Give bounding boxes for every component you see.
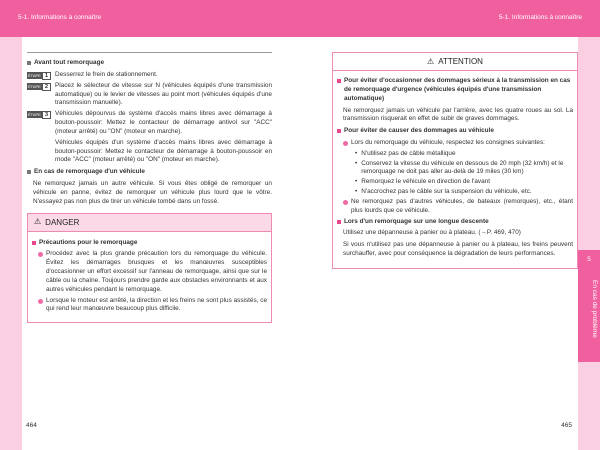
small-bullet-icon: •: [355, 178, 358, 186]
danger-item: [38, 297, 267, 315]
bullet-dot-icon: [38, 252, 43, 257]
square-bullet-icon: [337, 79, 341, 83]
attention-section-1-title: [337, 77, 573, 103]
right-column: [332, 52, 578, 269]
step-tag: ÉTAPE: [28, 112, 41, 118]
attention-bullet: [343, 198, 573, 216]
step-tag: ÉTAPE: [28, 83, 41, 89]
danger-header: [28, 214, 271, 232]
bullet-dot-icon: [38, 299, 43, 304]
header-right-title: 5-1. Informations à connaître: [498, 14, 582, 21]
step-tag: ÉTAPE: [28, 72, 41, 78]
bullet-dot-icon: [343, 141, 348, 146]
step-marker: [27, 111, 51, 136]
warning-triangle-icon: ⚠: [427, 56, 435, 66]
square-bullet-icon: [32, 241, 36, 245]
attention-subitem: [355, 188, 573, 197]
square-bullet-icon: [27, 61, 31, 65]
step-text: Desserrez le frein de stationnement.: [55, 70, 158, 78]
subitem-text: N'utilisez pas de câble métallique: [361, 149, 456, 157]
chapter-title: En cas de problème: [591, 280, 598, 338]
section-title-before-towing: [27, 59, 272, 68]
section-title-text: Pour éviter d'occasionner des dommages sérieux à la transmission en cas de remorquage d'urgence (véhicules équipés d'une transmission automatique): [344, 77, 571, 102]
section-title-text: Lors d'un remorquage sur une longue descente: [344, 217, 489, 225]
attention-section-1-text: Ne remorquez jamais un véhicule par l'arrière, avec les quatre roues au sol. La transmission risquerait en effet de subir de graves dommages.: [343, 106, 573, 123]
step-marker: [27, 83, 51, 108]
right-margin-band: [578, 37, 600, 450]
step-text: Véhicules dépourvus de système d'accès mains libres avec démarrage à bouton-poussoir: Mettez le contacteur de démarrage antivol sur "ACC" (moteur arrêté) ou "ON" (moteur en marche).: [55, 110, 272, 135]
step-number: 1: [42, 72, 51, 80]
danger-item-text: Procédez avec la plus grande précaution lors du remorquage du véhicule. Évitez les démarrages brusques et les manœuvres susceptibles d'occasionner un effort excessif sur l'anneau de remorquage, ainsi que sur le câble ou la chaîne. Toujours prendre garde aux obstacles environnants et aux autres véhicules pendant le remorquage.: [46, 250, 267, 293]
attention-bullet: [343, 139, 573, 148]
chapter-number: 5: [587, 256, 591, 263]
section-title-text: Pour éviter de causer des dommages au véhicule: [344, 127, 494, 135]
towing-vehicle-text: Ne remorquez jamais un autre véhicule. Si vous êtes obligé de remorquer un véhicule en panne, évitez de remorquer un véhicule plus lourd que le vôtre. N'essayez pas non plus de tirer un véhicule tombé dans un fossé.: [33, 180, 272, 205]
attention-header: [333, 53, 577, 71]
step-2: [27, 82, 272, 108]
step-1: [27, 71, 272, 80]
small-bullet-icon: •: [355, 188, 358, 196]
left-margin-band: [0, 37, 22, 450]
section-title-towing-vehicle: [27, 168, 272, 177]
subitem-text: N'accrochez pas le câble sur la suspension du véhicule, etc.: [361, 188, 532, 196]
attention-section-3-text-1: Utilisez une dépanneuse à panier ou à plateau. (→P. 469, 470): [343, 229, 521, 237]
step-marker: [27, 72, 51, 80]
attention-body: [333, 71, 577, 268]
square-bullet-icon: [337, 220, 341, 224]
section-title-text: Avant tout remorquage: [34, 59, 105, 66]
attention-subitem: [355, 150, 573, 159]
step-3-extra: Véhicules équipés d'un système d'accès mains libres avec démarrage à bouton-poussoir: Mettez le contacteur de démarrage à bouton-poussoir en mode "ACC" (moteur arrêté) ou "ON" (moteur en marche).: [55, 138, 272, 164]
top-rule: [27, 52, 272, 53]
attention-subitem: [355, 160, 573, 178]
square-bullet-icon: [337, 129, 341, 133]
attention-section-3-title: [337, 218, 573, 227]
page-number-right: 465: [561, 422, 572, 429]
danger-body: [28, 232, 271, 323]
attention-bullet-text: Lors du remorquage du véhicule, respectez les consignes suivantes:: [351, 139, 545, 146]
danger-item-text: Lorsque le moteur est arrêté, la direction et les freins ne sont plus assistés, ce qui rend leur manœuvre beaucoup plus difficile.: [46, 296, 267, 313]
danger-box: [27, 213, 272, 324]
step-text: Placez le sélecteur de vitesse sur N (véhicules équipés d'une transmission automatique) ou le levier de vitesses au point mort (véhicules équipés d'une transmission manuelle).: [55, 81, 272, 107]
small-bullet-icon: •: [355, 149, 358, 157]
step-3: [27, 110, 272, 136]
warning-triangle-icon: ⚠: [34, 217, 42, 227]
step-number: 3: [42, 111, 51, 119]
attention-section-3-text-2: Si vous n'utilisez pas une dépanneuse à panier ou à plateau, les freins peuvent surchauffer, avec pour conséquence la dégradation de leurs performances.: [343, 241, 573, 258]
danger-label: DANGER: [45, 217, 80, 227]
small-bullet-icon: •: [355, 159, 358, 167]
attention-bullet-text: Ne remorquez pas d'autres véhicules, de bateaux (remorques), etc., étant plus lourds que ce véhicule.: [351, 197, 573, 214]
left-column: [27, 52, 272, 323]
bullet-dot-icon: [343, 200, 348, 205]
step-number: 2: [42, 83, 51, 91]
header-left-title: 5-1. Informations à connaître: [18, 14, 102, 21]
subitem-text: Remorquez le véhicule en direction de l'avant: [361, 178, 491, 186]
attention-box: [332, 52, 578, 269]
subitem-text: Conservez la vitesse du véhicule en dessous de 20 mph (32 km/h) et le remorquage ne doit pas aller au-delà de 19 miles (30 km): [361, 159, 564, 176]
page-number-left: 464: [26, 422, 37, 429]
attention-subitem: [355, 178, 573, 187]
attention-section-2-title: [337, 127, 573, 136]
section-title-text: En cas de remorquage d'un véhicule: [34, 168, 145, 176]
danger-title: [32, 239, 267, 248]
attention-label: ATTENTION: [438, 57, 483, 66]
danger-title-text: Précautions pour le remorquage: [39, 238, 138, 246]
danger-item: [38, 250, 267, 294]
square-bullet-icon: [27, 170, 31, 174]
